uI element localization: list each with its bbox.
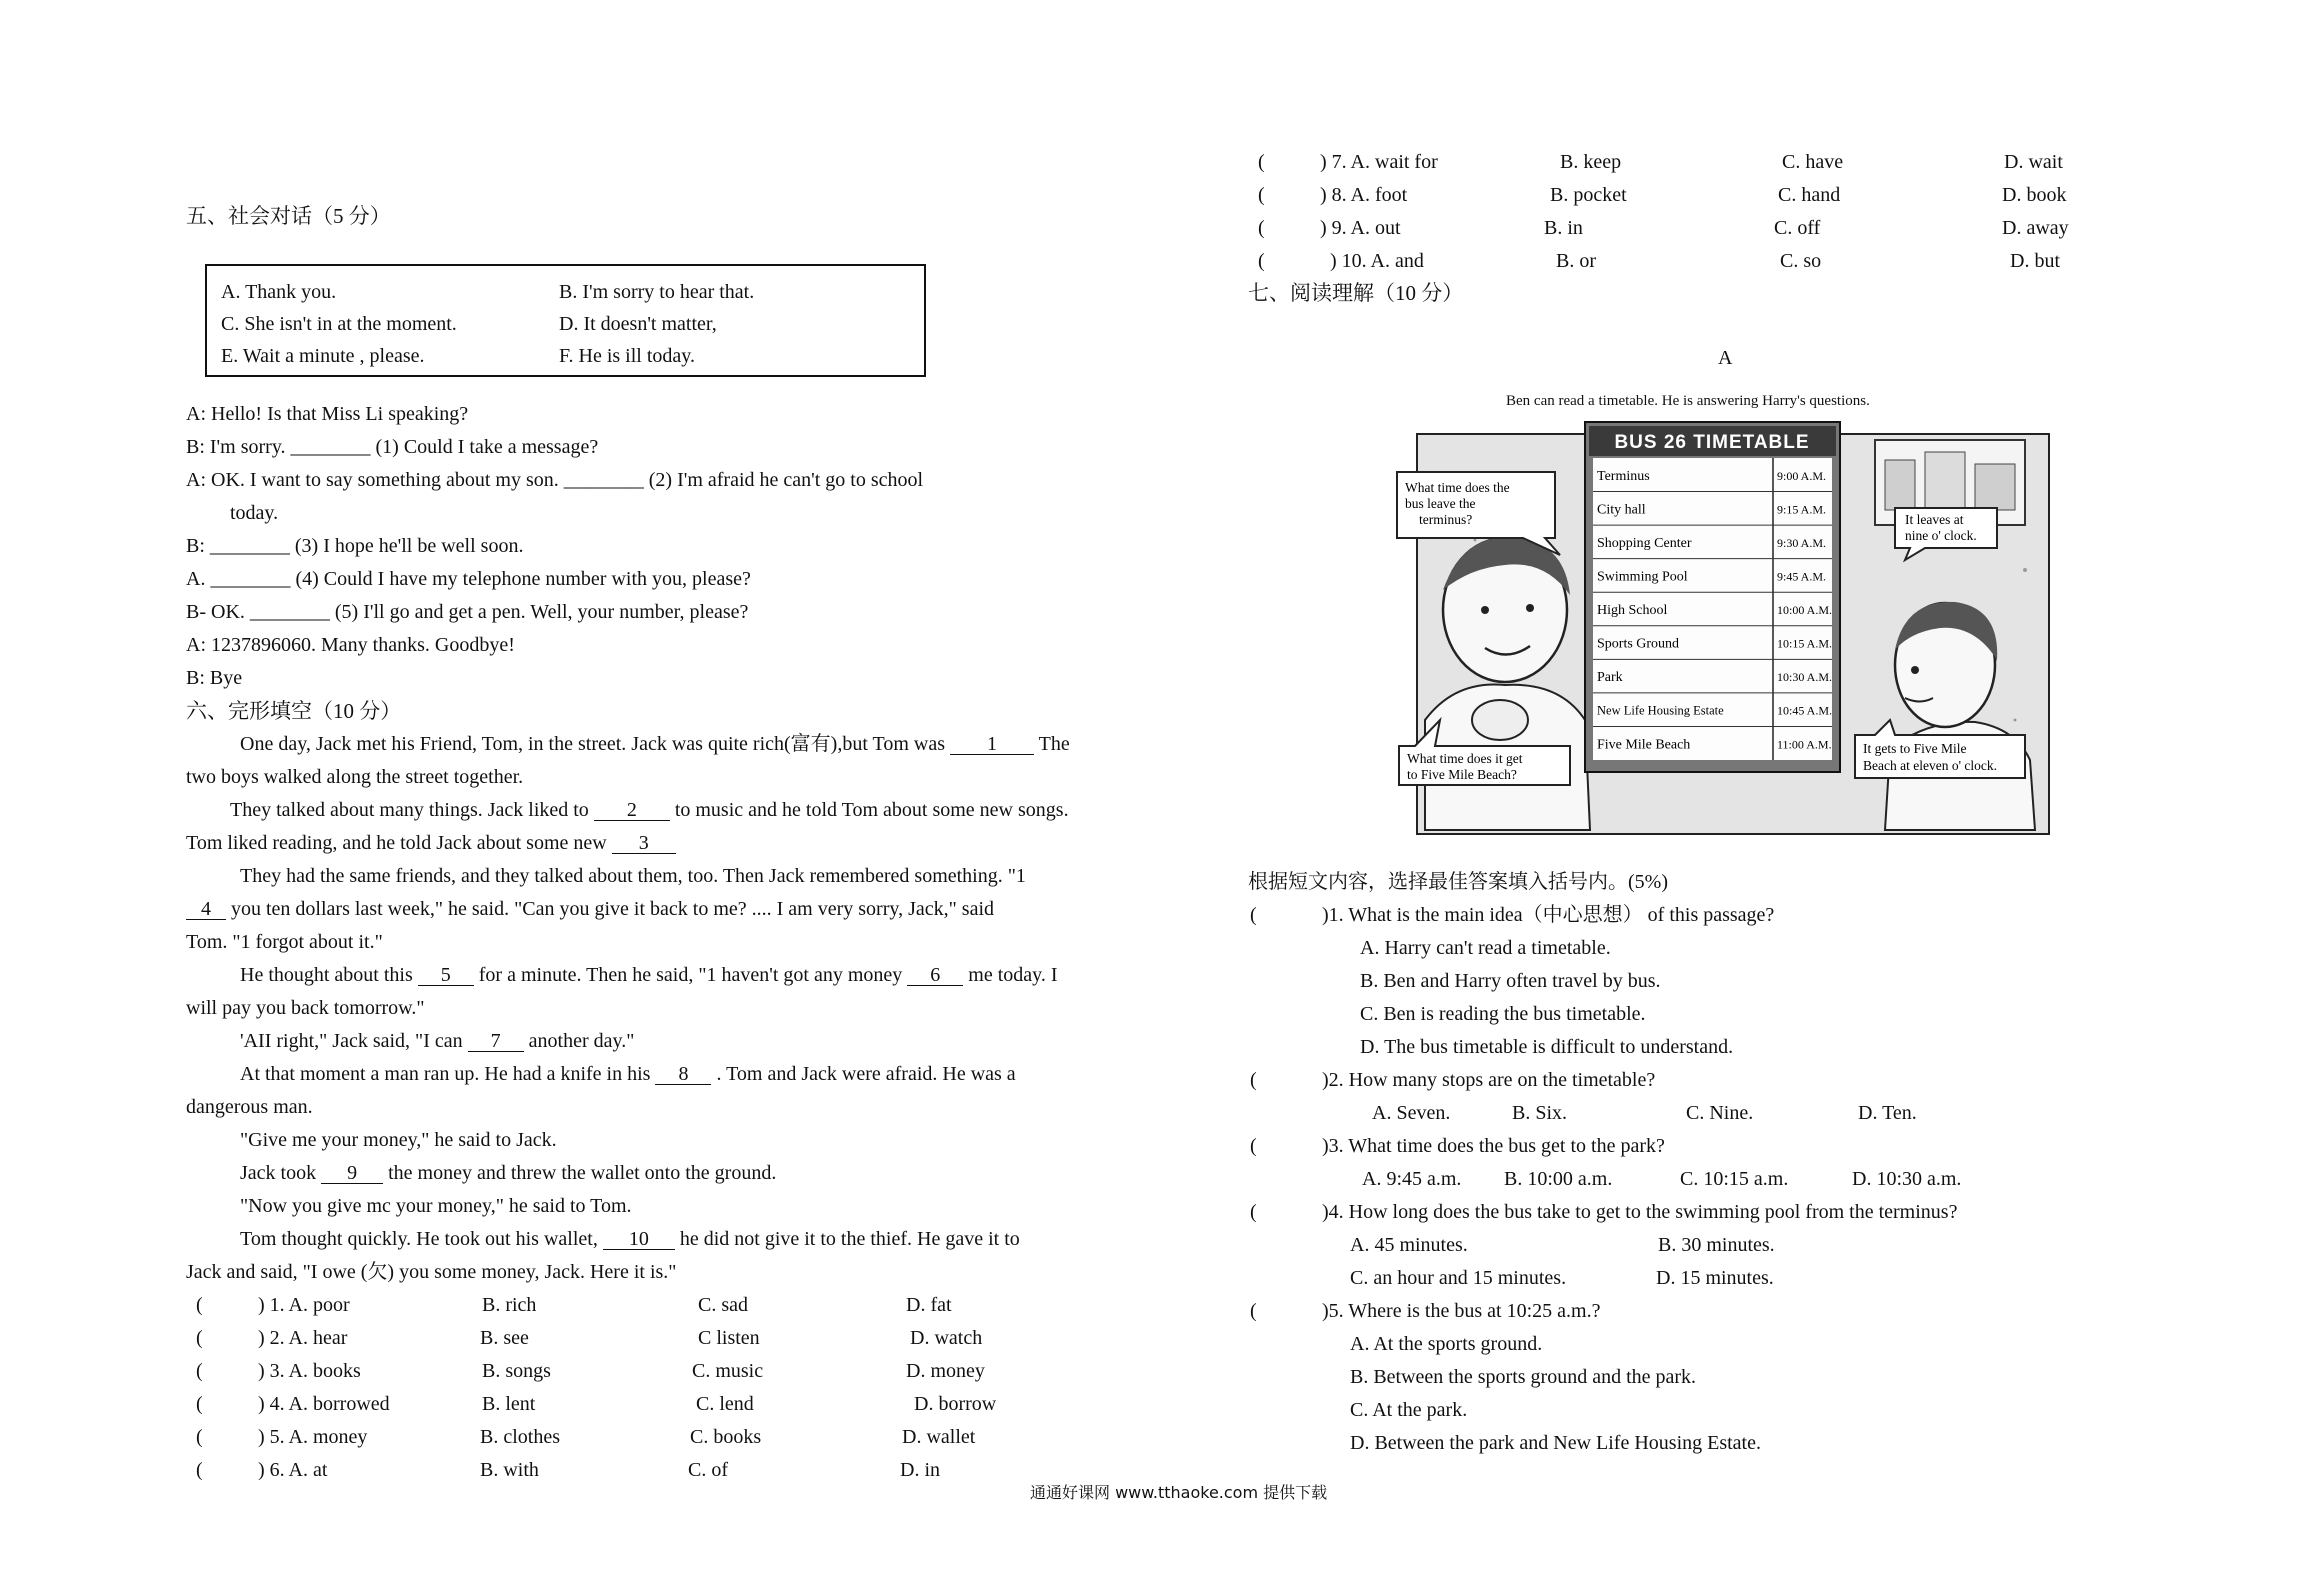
option-a: A. Thank you. bbox=[221, 281, 337, 303]
bubble-text: Beach at eleven o' clock. bbox=[1863, 758, 1997, 773]
cloze-line: will pay you back tomorrow." bbox=[186, 997, 425, 1019]
cloze-line: 4 you ten dollars last week," he said. "Can you give it back to me? .... I am very sorry, Jack," said bbox=[186, 897, 994, 921]
cloze-line: Jack and said, "I owe (欠) you some money, Jack. Here it is." bbox=[186, 1261, 677, 1283]
dialog-line: A: 1237896060. Many thanks. Goodbye! bbox=[186, 634, 515, 656]
choice-b: B. with bbox=[480, 1459, 539, 1481]
bubble-text: to Five Mile Beach? bbox=[1407, 767, 1517, 782]
choice-num: ) 10. A. and bbox=[1330, 250, 1424, 272]
bubble-text: bus leave the bbox=[1405, 496, 1476, 511]
question-1-option: A. Harry can't read a timetable. bbox=[1360, 937, 1611, 959]
cloze-line: "Give me your money," he said to Jack. bbox=[240, 1129, 557, 1151]
timetable-stop: Park bbox=[1597, 670, 1623, 686]
question-4-option: C. an hour and 15 minutes. bbox=[1350, 1267, 1567, 1289]
answer-paren: ( bbox=[1250, 1300, 1257, 1322]
question-3-option: D. 10:30 a.m. bbox=[1852, 1168, 1962, 1190]
answer-paren: ( bbox=[196, 1393, 203, 1415]
choice-b: B. clothes bbox=[480, 1426, 560, 1448]
answer-paren: ( bbox=[196, 1327, 203, 1349]
option-d: D. It doesn't matter, bbox=[559, 313, 717, 335]
choice-num: ) 4. A. borrowed bbox=[258, 1393, 390, 1415]
timetable-stop: Terminus bbox=[1597, 468, 1650, 484]
timetable-stop: Five Mile Beach bbox=[1597, 737, 1691, 753]
answer-paren: ( bbox=[1258, 184, 1265, 206]
timetable-time: 10:45 A.M. bbox=[1777, 703, 1833, 718]
choice-num: ) 8. A. foot bbox=[1320, 184, 1408, 206]
choice-c: C. of bbox=[688, 1459, 728, 1481]
choice-c: C. books bbox=[690, 1426, 762, 1448]
choice-d: D. borrow bbox=[914, 1393, 997, 1415]
timetable-stop: Shopping Center bbox=[1597, 535, 1692, 551]
choice-num: ) 9. A. out bbox=[1320, 217, 1401, 239]
choice-c: C listen bbox=[698, 1327, 760, 1349]
question-3: )3. What time does the bus get to the park? bbox=[1322, 1135, 1665, 1157]
timetable-stop: Swimming Pool bbox=[1597, 569, 1688, 585]
timetable-time: 9:00 A.M. bbox=[1777, 468, 1827, 483]
harry-eye bbox=[1481, 606, 1489, 614]
choice-d: D. wait bbox=[2004, 151, 2063, 173]
question-5-option: A. At the sports ground. bbox=[1350, 1333, 1543, 1355]
reading-instruction: 根据短文内容，选择最佳答案填入括号内。(5%) bbox=[1248, 871, 1668, 893]
question-2-option: C. Nine. bbox=[1686, 1102, 1754, 1124]
choice-d: D. away bbox=[2002, 217, 2069, 239]
timetable-title: BUS 26 TIMETABLE bbox=[1614, 432, 1810, 453]
choice-d: D. but bbox=[2010, 250, 2060, 272]
answer-paren: ( bbox=[196, 1426, 203, 1448]
dialog-line: B: ________ (3) I hope he'll be well soon. bbox=[186, 535, 524, 557]
option-f: F. He is ill today. bbox=[559, 345, 695, 367]
cloze-line: They had the same friends, and they talked about them, too. Then Jack remembered something. "1 bbox=[240, 865, 1026, 887]
section6-heading: 六、完形填空（10 分） bbox=[186, 699, 402, 723]
question-4-option: A. 45 minutes. bbox=[1350, 1234, 1468, 1256]
answer-paren: ( bbox=[1258, 250, 1265, 272]
timetable-stop: City hall bbox=[1597, 502, 1646, 518]
choice-b: B. keep bbox=[1560, 151, 1622, 173]
cloze-blank: 2 bbox=[594, 800, 670, 821]
timetable-stop: Sports Ground bbox=[1597, 636, 1680, 652]
option-e: E. Wait a minute , please. bbox=[221, 345, 425, 367]
question-4-option: D. 15 minutes. bbox=[1656, 1267, 1774, 1289]
choice-num: ) 6. A. at bbox=[258, 1459, 328, 1481]
answer-paren: ( bbox=[196, 1294, 203, 1316]
cloze-line: He thought about this 5 for a minute. Then he said, "1 haven't got any money 6 me today. I bbox=[240, 964, 1058, 986]
cloze-line: Tom thought quickly. He took out his wallet, 10 he did not give it to the thief. He gave it to bbox=[240, 1228, 1020, 1250]
question-5-option: D. Between the park and New Life Housing Estate. bbox=[1350, 1432, 1761, 1454]
bubble-text: What time does the bbox=[1405, 480, 1510, 495]
dialog-line: B: Bye bbox=[186, 667, 243, 689]
answer-paren: ( bbox=[1250, 1069, 1257, 1091]
dialog-line: A: OK. I want to say something about my son. ________ (2) I'm afraid he can't go to school bbox=[186, 469, 924, 491]
building bbox=[1975, 464, 2015, 510]
option-b: B. I'm sorry to hear that. bbox=[559, 281, 755, 303]
timetable-stop: High School bbox=[1597, 603, 1668, 619]
cloze-blank: 8 bbox=[655, 1064, 711, 1085]
choice-b: B. or bbox=[1556, 250, 1596, 272]
question-2: )2. How many stops are on the timetable? bbox=[1322, 1069, 1656, 1091]
bubble-text: What time does it get bbox=[1407, 751, 1523, 766]
passage-caption: Ben can read a timetable. He is answering Harry's questions. bbox=[1506, 393, 1870, 409]
harry-eye bbox=[1526, 604, 1534, 612]
choice-d: D. in bbox=[900, 1459, 940, 1481]
bubble-text: It leaves at bbox=[1905, 512, 1964, 527]
question-1-option: B. Ben and Harry often travel by bus. bbox=[1360, 970, 1661, 992]
dialog-line: A: Hello! Is that Miss Li speaking? bbox=[186, 403, 469, 425]
dialog-line: B- OK. ________ (5) I'll go and get a pen. Well, your number, please? bbox=[186, 601, 749, 623]
cloze-line: One day, Jack met his Friend, Tom, in the street. Jack was quite rich(富有),but Tom was 1 The bbox=[240, 733, 1070, 755]
bubble-text: nine o' clock. bbox=[1905, 528, 1977, 543]
cloze-line: At that moment a man ran up. He had a knife in his 8 . Tom and Jack were afraid. He was a bbox=[240, 1063, 1016, 1085]
question-3-option: A. 9:45 a.m. bbox=[1362, 1168, 1462, 1190]
choice-num: ) 2. A. hear bbox=[258, 1327, 348, 1349]
question-1-option: C. Ben is reading the bus timetable. bbox=[1360, 1003, 1646, 1025]
choice-num: ) 7. A. wait for bbox=[1320, 151, 1438, 173]
question-1: )1. What is the main idea（中心思想） of this passage? bbox=[1322, 904, 1775, 926]
cloze-blank: 10 bbox=[603, 1229, 675, 1250]
cloze-blank: 4 bbox=[186, 899, 226, 920]
cloze-line: two boys walked along the street together. bbox=[186, 766, 524, 788]
timetable-stop: New Life Housing Estate bbox=[1597, 703, 1724, 718]
choice-c: C. music bbox=[692, 1360, 764, 1382]
choice-b: B. pocket bbox=[1550, 184, 1627, 206]
cloze-line: Tom. "1 forgot about it." bbox=[186, 931, 383, 953]
answer-paren: ( bbox=[1258, 217, 1265, 239]
cloze-blank: 1 bbox=[950, 734, 1034, 755]
building bbox=[1925, 452, 1965, 510]
answer-paren: ( bbox=[196, 1360, 203, 1382]
choice-b: B. rich bbox=[482, 1294, 537, 1316]
choice-c: C. hand bbox=[1778, 184, 1841, 206]
timetable-time: 10:30 A.M. bbox=[1777, 670, 1833, 685]
choice-b: B. in bbox=[1544, 217, 1583, 239]
choice-c: C. so bbox=[1780, 250, 1822, 272]
question-2-option: D. Ten. bbox=[1858, 1102, 1917, 1124]
cloze-line: 'AII right," Jack said, "I can 7 another day." bbox=[240, 1030, 635, 1052]
dialog-options-box bbox=[205, 264, 926, 377]
choice-b: B. lent bbox=[482, 1393, 536, 1415]
building bbox=[1885, 460, 1915, 510]
bubble-text: It gets to Five Mile bbox=[1863, 741, 1967, 756]
choice-d: D. watch bbox=[910, 1327, 983, 1349]
cloze-line: "Now you give mc your money," he said to Tom. bbox=[240, 1195, 632, 1217]
timetable-time: 9:30 A.M. bbox=[1777, 535, 1827, 550]
cloze-line: dangerous man. bbox=[186, 1096, 313, 1118]
choice-num: ) 1. A. poor bbox=[258, 1294, 350, 1316]
cloze-blank: 6 bbox=[907, 965, 963, 986]
choice-d: D. money bbox=[906, 1360, 985, 1382]
choice-c: C. lend bbox=[696, 1393, 754, 1415]
page-footer: 通通好课网 www.tthaoke.com 提供下载 bbox=[1030, 1483, 1328, 1502]
question-5-option: B. Between the sports ground and the park. bbox=[1350, 1366, 1697, 1388]
choice-b: B. songs bbox=[482, 1360, 551, 1382]
ben-eye bbox=[1911, 666, 1919, 674]
choice-c: C. sad bbox=[698, 1294, 748, 1316]
question-1-option: D. The bus timetable is difficult to understand. bbox=[1360, 1036, 1734, 1058]
dialog-line: B: I'm sorry. ________ (1) Could I take a message? bbox=[186, 436, 599, 458]
cloze-line: They talked about many things. Jack liked to 2 to music and he told Tom about some new songs. bbox=[230, 799, 1069, 821]
choice-d: D. fat bbox=[906, 1294, 952, 1316]
question-4-option: B. 30 minutes. bbox=[1658, 1234, 1775, 1256]
question-2-option: B. Six. bbox=[1512, 1102, 1568, 1124]
cloze-line: Tom liked reading, and he told Jack about some new 3 bbox=[186, 831, 676, 855]
question-3-option: B. 10:00 a.m. bbox=[1504, 1168, 1613, 1190]
choice-c: C. have bbox=[1782, 151, 1844, 173]
question-4: )4. How long does the bus take to get to the swimming pool from the terminus? bbox=[1322, 1201, 1958, 1223]
question-5: )5. Where is the bus at 10:25 a.m.? bbox=[1322, 1300, 1601, 1322]
question-2-option: A. Seven. bbox=[1372, 1102, 1451, 1124]
timetable-time: 10:00 A.M. bbox=[1777, 603, 1833, 618]
timetable-time: 11:00 A.M. bbox=[1777, 737, 1832, 752]
section5-heading: 五、社会对话（5 分） bbox=[186, 204, 391, 228]
answer-paren: ( bbox=[1250, 904, 1257, 926]
choice-b: B. see bbox=[480, 1327, 529, 1349]
harry-hand bbox=[1472, 700, 1528, 740]
answer-paren: ( bbox=[1258, 151, 1265, 173]
cloze-blank: 3 bbox=[612, 833, 676, 854]
choice-num: ) 5. A. money bbox=[258, 1426, 368, 1448]
timetable-time: 10:15 A.M. bbox=[1777, 636, 1833, 651]
bus-timetable-illustration bbox=[1385, 420, 2055, 840]
choice-d: D. wallet bbox=[902, 1426, 976, 1448]
dialog-line: today. bbox=[230, 502, 279, 524]
choice-c: C. off bbox=[1774, 217, 1821, 239]
timetable-time: 9:15 A.M. bbox=[1777, 502, 1827, 517]
choice-num: ) 3. A. books bbox=[258, 1360, 361, 1382]
cloze-blank: 7 bbox=[468, 1031, 524, 1052]
bubble-text: terminus? bbox=[1419, 512, 1473, 527]
answer-paren: ( bbox=[1250, 1135, 1257, 1157]
answer-paren: ( bbox=[1250, 1201, 1257, 1223]
passage-label: A bbox=[1718, 347, 1733, 369]
cloze-blank: 5 bbox=[418, 965, 474, 986]
question-3-option: C. 10:15 a.m. bbox=[1680, 1168, 1789, 1190]
choice-d: D. book bbox=[2002, 184, 2067, 206]
answer-paren: ( bbox=[196, 1459, 203, 1481]
option-c: C. She isn't in at the moment. bbox=[221, 313, 457, 335]
cloze-line: Jack took 9 the money and threw the wallet onto the ground. bbox=[240, 1162, 777, 1184]
question-5-option: C. At the park. bbox=[1350, 1399, 1468, 1421]
timetable-time: 9:45 A.M. bbox=[1777, 569, 1827, 584]
cloze-blank: 9 bbox=[321, 1163, 383, 1184]
dialog-line: A. ________ (4) Could I have my telephone number with you, please? bbox=[186, 568, 751, 590]
section7-heading: 七、阅读理解（10 分） bbox=[1248, 281, 1464, 305]
